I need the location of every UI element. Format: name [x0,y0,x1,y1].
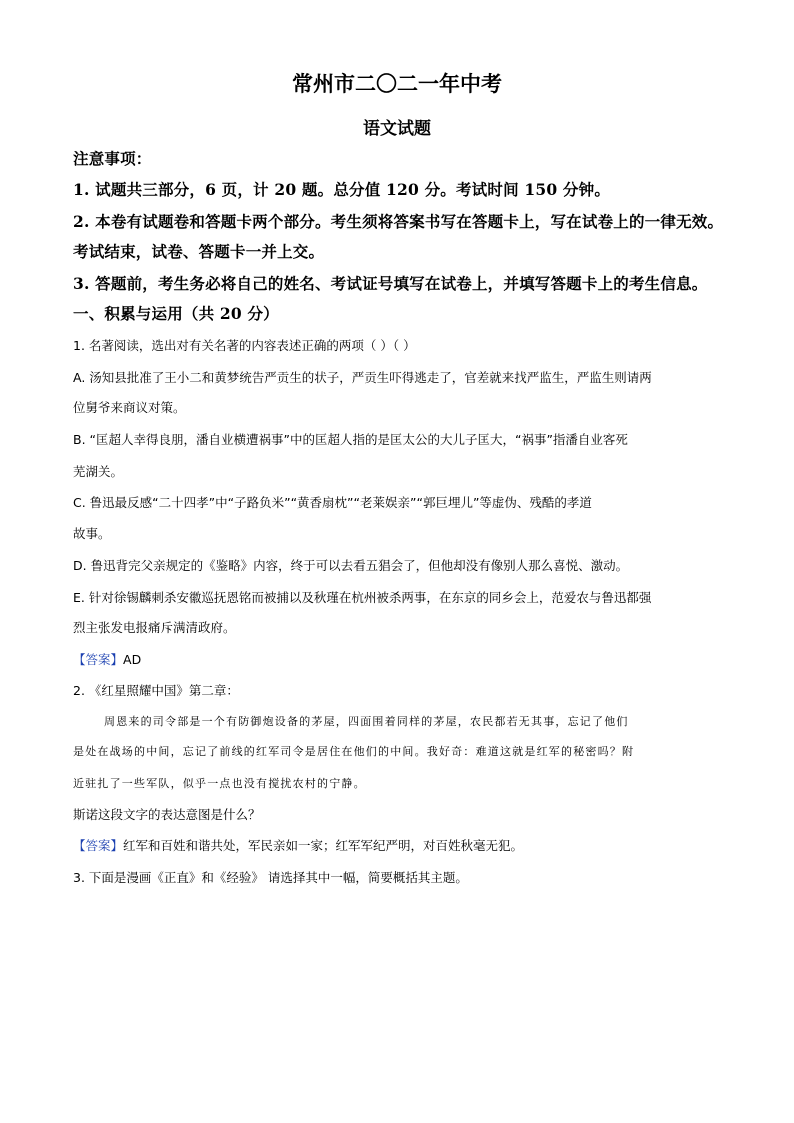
notice-item-2-line-2: 考试结束，试卷、答题卡一并上交。 [73,242,325,261]
q2-question: 斯诺这段文字的表达意图是什么？ [73,807,261,822]
question-2-stem: 2. 《红星照耀中国》第二章： [73,683,239,698]
q1-option-a-line-2: 位舅爷来商议对策。 [73,400,186,415]
q1-option-e-line-1: E. 针对徐锡麟刺杀安徽巡抚恩铭而被捕以及秋瑾在杭州被杀两事，在东京的同乡会上，范爱农与鲁迅都强 [73,590,652,605]
q1-option-e-line-2: 烈主张发电报痛斥满清政府。 [73,620,236,635]
section-1-heading: 一、积累与运用（共 20 分） [73,304,279,323]
notice-item-3: 3. 答题前，考生务必将自己的姓名、考试证号填写在试卷上，并填写答题卡上的考生信息。 [73,274,708,293]
q1-option-b-line-1: B. “匡超人幸得良朋，潘自业横遭祸事”中的匡超人指的是匡太公的大儿子匡大，“祸事”指潘自业客死 [73,432,628,447]
notice-heading: 注意事项： [73,149,152,168]
answer-tag: 【答案】 [73,652,124,667]
q2-passage-line-2: 是处在战场的中间，忘记了前线的红军司令是居住在他们的中间。我好奇：难道这就是红军的秘密吗？附 [73,745,635,758]
q2-passage-line-1: 周恩来的司令部是一个有防御炮设备的茅屋，四面围着同样的茅屋，农民都若无其事，忘记了他们 [104,715,629,728]
notice-item-2-line-1: 2. 本卷有试题卷和答题卡两个部分。考生须将答案书写在答题卡上，写在试卷上的一律无效。 [73,212,724,231]
q1-option-c-line-2: 故事。 [73,526,111,541]
q1-option-c-line-1: C. 鲁迅最反感“二十四孝”中“子路负米”“黄香扇枕”“老莱娱亲”“郭巨埋儿”等虚伪、残酷的孝道 [73,495,592,510]
q2-answer [73,840,523,853]
page-subtitle: 语文试题 [363,119,431,139]
page-title: 常州市二〇二一年中考 [292,71,502,96]
q1-option-b-line-2: 芜湖关。 [73,464,124,479]
answer-text: 红军和百姓和谐共处，军民亲如一家；红军军纪严明，对百姓秋毫无犯。 [123,838,524,853]
answer-text: AD [123,652,142,667]
answer-tag: 【答案】 [73,838,124,853]
q1-option-d-line-1: D. 鲁迅背完父亲规定的《鉴略》内容，终于可以去看五猖会了，但他却没有像别人那么喜悦、激动。 [73,558,629,573]
question-1-stem: 1. 名著阅读，选出对有关名著的内容表述正确的两项（ ）（ ） [73,338,416,353]
question-3-stem: 3. 下面是漫画《正直》和《经验》 请选择其中一幅，简要概括其主题。 [73,870,468,885]
q1-answer [73,654,141,667]
q1-option-a-line-1: A. 汤知县批准了王小二和黄梦统告严贡生的状子，严贡生吓得逃走了，官差就来找严监生，严监生则请两 [73,370,652,385]
q2-passage-line-3: 近驻扎了一些军队，似乎一点也没有搅扰农村的宁静。 [73,777,366,790]
notice-item-1: 1. 试题共三部分，6 页，计 20 题。总分值 120 分。考试时间 150 分钟。 [73,180,611,199]
